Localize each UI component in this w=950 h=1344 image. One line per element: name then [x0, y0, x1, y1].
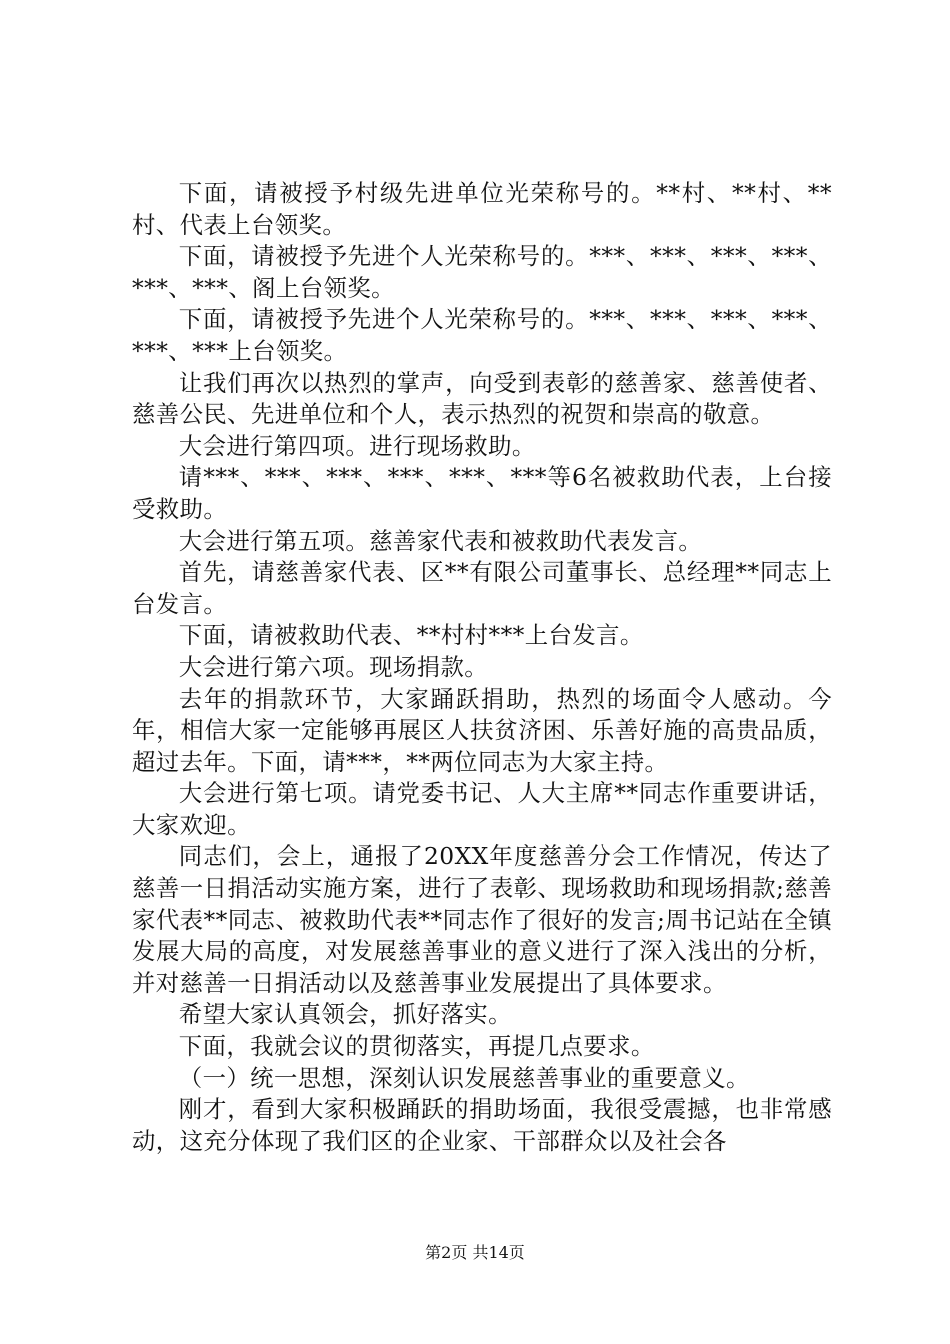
paragraph: 大会进行第五项。慈善家代表和被救助代表发言。: [178, 526, 703, 555]
paragraph: 大会进行第六项。现场捐款。: [178, 652, 489, 681]
paragraph: 下面，请被授予先进个人光荣称号的。***、***、***、***、***、***上台领奖。: [132, 305, 832, 365]
document-body: [132, 178, 832, 1157]
paragraph: 请***、***、***、***、***、***等6名被救助代表，上台接受救助。: [132, 463, 832, 523]
paragraph: 同志们，会上，通报了20XX年度慈善分会工作情况，传达了慈善一日捐活动实施方案，进行了表彰、现场救助和现场捐款;慈善家代表**同志、被救助代表**同志作了很好的发言;周书记站在全镇发展大局的高度，对发展慈善事业的意义进行了深入浅出的分析，并对慈善一日捐活动以及慈善事业发展提出了具体要求。: [132, 842, 832, 997]
paragraph: 去年的捐款环节，大家踊跃捐助，热烈的场面令人感动。今年，相信大家一定能够再展区人扶贫济困、乐善好施的高贵品质，超过去年。下面，请***，**两位同志为大家主持。: [132, 684, 832, 776]
paragraph: 大会进行第七项。请党委书记、人大主席**同志作重要讲话，大家欢迎。: [132, 779, 832, 839]
paragraph: 刚才，看到大家积极踊跃的捐助场面，我很受震撼，也非常感动，这充分体现了我们区的企业家、干部群众以及社会各: [132, 1095, 832, 1155]
paragraph: 下面，请被授予先进个人光荣称号的。***、***、***、***、***、***、阁上台领奖。: [132, 242, 832, 302]
paragraph: （一）统一思想，深刻认识发展慈善事业的重要意义。: [178, 1063, 750, 1092]
paragraph: 让我们再次以热烈的掌声，向受到表彰的慈善家、慈善使者、慈善公民、先进单位和个人，表示热烈的祝贺和崇高的敬意。: [132, 368, 832, 429]
paragraph: 下面，我就会议的贯彻落实，再提几点要求。: [178, 1032, 655, 1061]
paragraph: 下面，请被救助代表、**村村***上台发言。: [178, 621, 644, 650]
page-footer: 第2页 共14页: [425, 1243, 525, 1262]
paragraph: 下面，请被授予村级先进单位光荣称号的。**村、**村、**村、代表上台领奖。: [132, 179, 832, 239]
paragraph: 大会进行第四项。进行现场救助。: [178, 431, 536, 460]
paragraph: 希望大家认真领会，抓好落实。: [178, 1000, 512, 1029]
paragraph: 首先，请慈善家代表、区**有限公司董事长、总经理**同志上台发言。: [132, 558, 832, 618]
